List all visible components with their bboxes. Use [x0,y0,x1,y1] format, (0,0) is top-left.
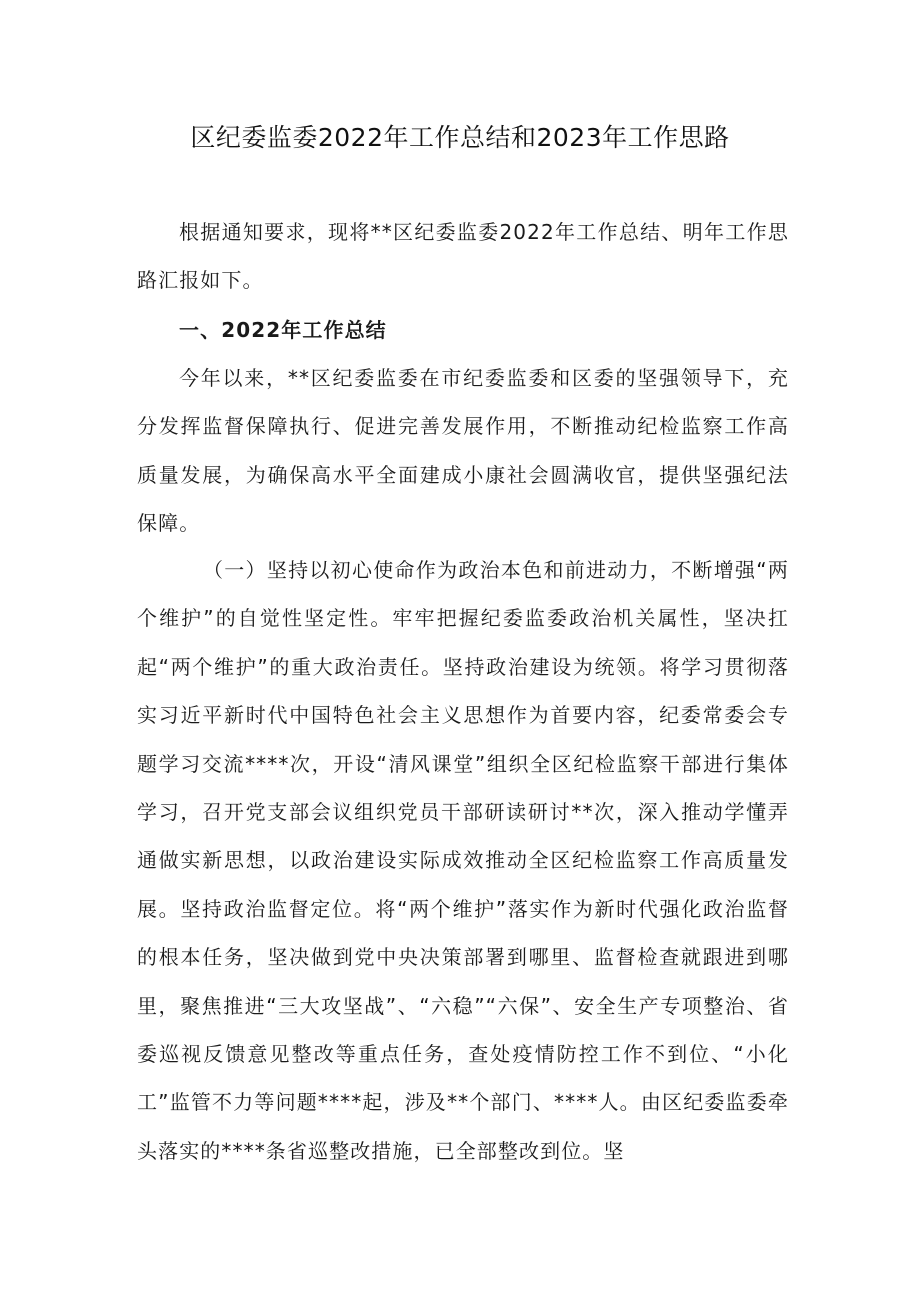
section-intro-text: 今年以来，**区纪委监委在市纪委监委和区委的坚强领导下，充分发挥监督保障执行、促进完善发展作用，不断推动纪检监察工作高质量发展，为确保高水平全面建成小康社会圆满收官，提供坚强纪法保障。 [137,366,789,536]
subsection-paragraph [137,546,789,1175]
section-heading-text: 一、2022年工作总结 [179,318,387,342]
intro-text: 根据通知要求，现将**区纪委监委2022年工作总结、明年工作思路汇报如下。 [137,220,789,293]
section-intro-paragraph [137,354,789,548]
subsection-text: （一）坚持以初心使命作为政治本色和前进动力，不断增强“两个维护”的自觉性坚定性。牢牢把握纪委监委政治机关属性，坚决扛起“两个维护”的重大政治责任。坚持政治建设为统领。将学习贯彻落实习近平新时代中国特色社会主义思想作为首要内容，纪委常委会专题学习交流****次，开设“清风课堂”组织全区纪检监察干部进行集体学习，召开党支部会议组织党员干部研读研讨**次，深入推动学懂弄通做实新思想，以政治建设实际成效推动全区纪检监察工作高质量发展。坚持政治监督定位。将“两个维护”落实作为新时代强化政治监督的根本任务，坚决做到党中央决策部署到哪里、监督检查就跟进到哪里，聚焦推进“三大攻坚战”、“六稳”“六保”、安全生产专项整治、省委巡视反馈意见整改等重点任务，查处疫情防控工作不到位、“小化工”监管不力等问题****起，涉及**个部门、****人。由区纪委监委牵头落实的****条省巡整改措施，已全部整改到位。坚 [137,558,789,1163]
intro-paragraph [137,208,789,305]
section-heading [137,306,789,354]
document-title: 区纪委监委2022年工作总结和2023年工作思路 [190,123,730,152]
